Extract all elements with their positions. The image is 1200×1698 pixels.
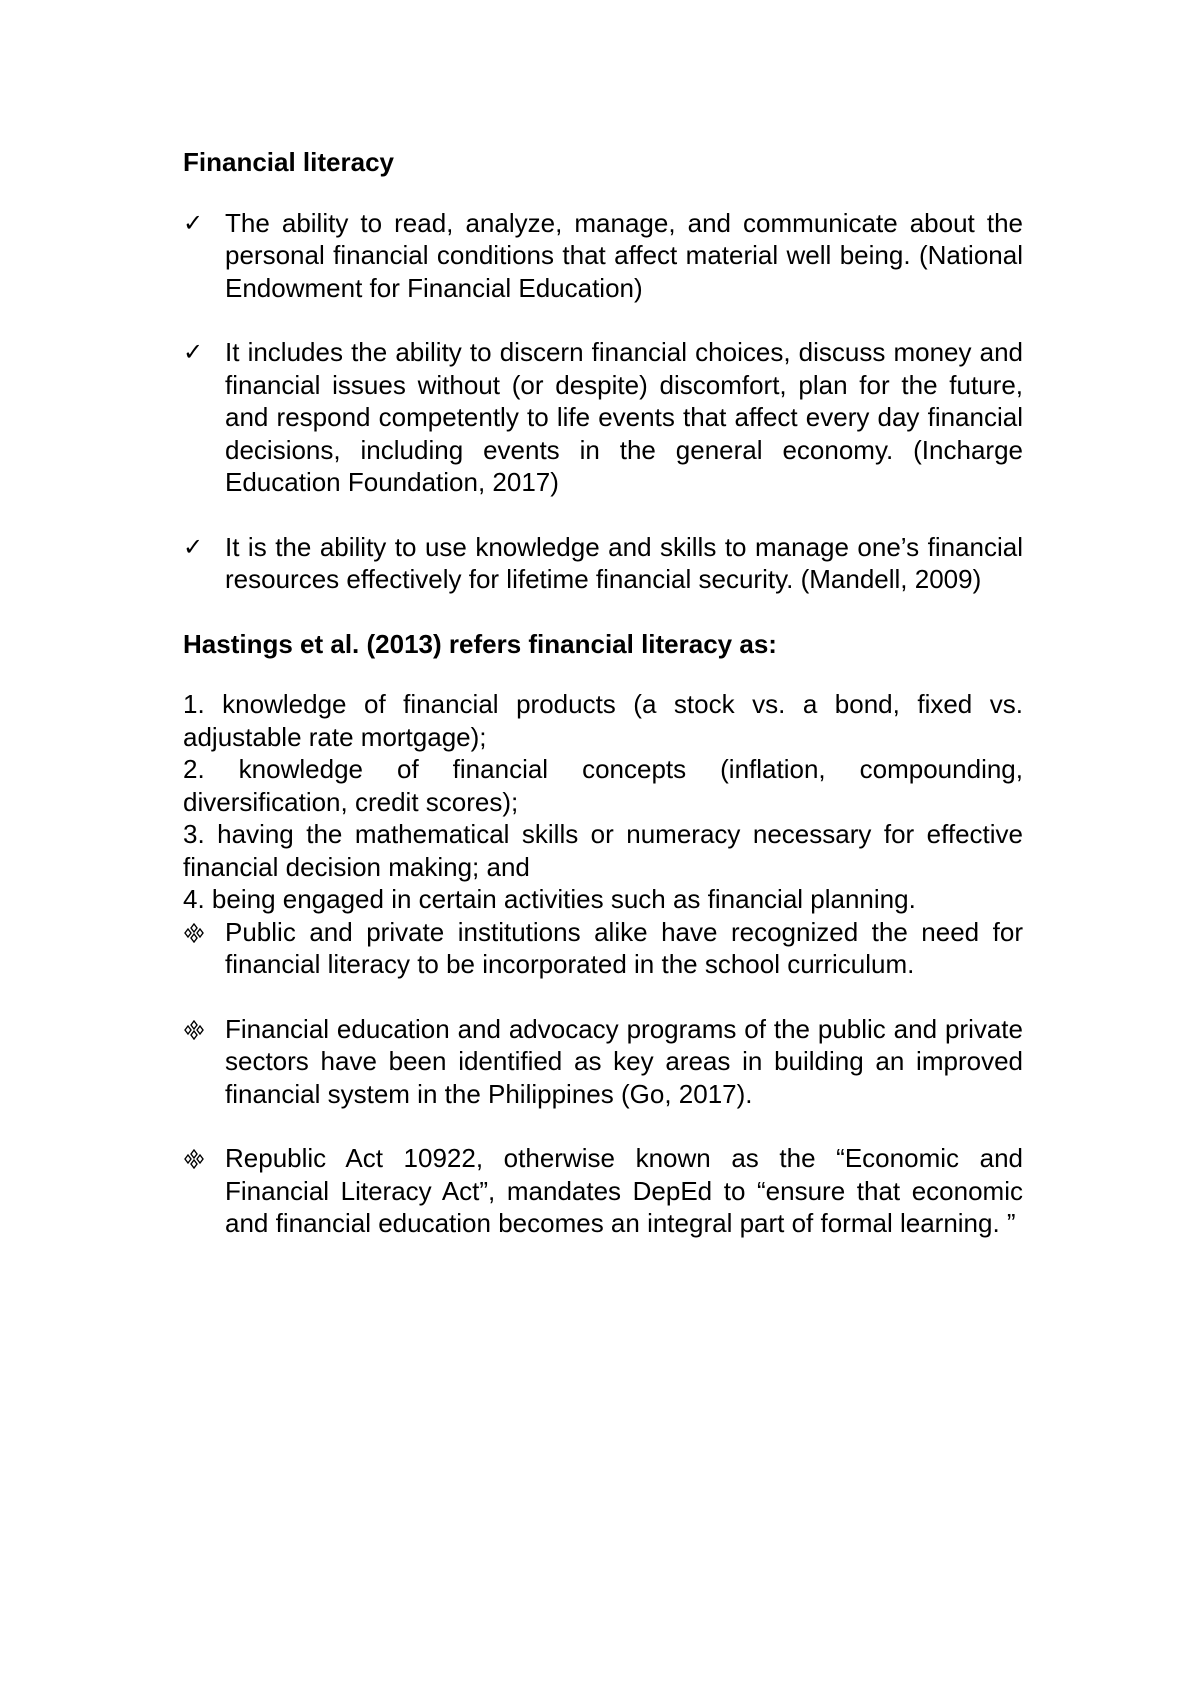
definition-list bbox=[183, 207, 1023, 596]
numbered-item: 3. having the mathematical skills or numeracy necessary for effective financial decision making; and bbox=[183, 819, 1023, 882]
fact-item bbox=[183, 1142, 1023, 1240]
fact-text: Public and private institutions alike have recognized the need for financial literacy to be incorporated in the school curriculum. bbox=[225, 916, 1023, 979]
definition-text: It includes the ability to discern financial choices, discuss money and financial issues without (or despite) discomfort, plan for the future, and respond competently to life events that affect every day financial decisions, including events in the general economy. (Incharge Education Foundation, 2017) bbox=[225, 337, 1023, 497]
check-icon: ✓ bbox=[183, 338, 204, 366]
heading-financial-literacy: Financial literacy bbox=[183, 147, 394, 177]
definition-text: It is the ability to use knowledge and skills to manage one’s financial resources effectively for lifetime financial security. (Mandell, 2009) bbox=[225, 531, 1023, 594]
fact-item bbox=[183, 1013, 1023, 1111]
definition-item bbox=[183, 336, 1023, 499]
numbered-item: 2. knowledge of financial concepts (inflation, compounding, diversification, credit scores); bbox=[183, 754, 1023, 817]
numbered-item: 1. knowledge of financial products (a stock vs. a bond, fixed vs. adjustable rate mortgage); bbox=[183, 689, 1023, 752]
check-icon: ✓ bbox=[183, 532, 204, 561]
four-diamond-icon bbox=[183, 1013, 225, 1046]
heading-hastings: Hastings et al. (2013) refers financial literacy as: bbox=[183, 628, 777, 659]
document-content bbox=[183, 146, 1023, 1240]
fact-item bbox=[183, 916, 1023, 981]
four-diamond-icon bbox=[183, 1142, 225, 1175]
definition-item bbox=[183, 207, 1023, 305]
definition-text: The ability to read, analyze, manage, and communicate about the personal financial conditions that affect material well being. (National Endowment for Financial Education) bbox=[225, 207, 1023, 303]
fact-text: Republic Act 10922, otherwise known as the “Economic and Financial Literacy Act”, mandates DepEd to “ensure that economic and financial education becomes an integral part of formal learning. ” bbox=[225, 1143, 1023, 1238]
facts-list bbox=[183, 916, 1023, 1240]
fact-text: Financial education and advocacy programs of the public and private sectors have been identified as key areas in building an improved financial system in the Philippines (Go, 2017). bbox=[225, 1013, 1023, 1109]
numbered-item: 4. being engaged in certain activities such as financial planning. bbox=[183, 884, 916, 914]
four-diamond-icon bbox=[183, 916, 225, 949]
definition-item bbox=[183, 531, 1023, 596]
check-icon: ✓ bbox=[183, 208, 204, 237]
numbered-list bbox=[183, 688, 1023, 916]
